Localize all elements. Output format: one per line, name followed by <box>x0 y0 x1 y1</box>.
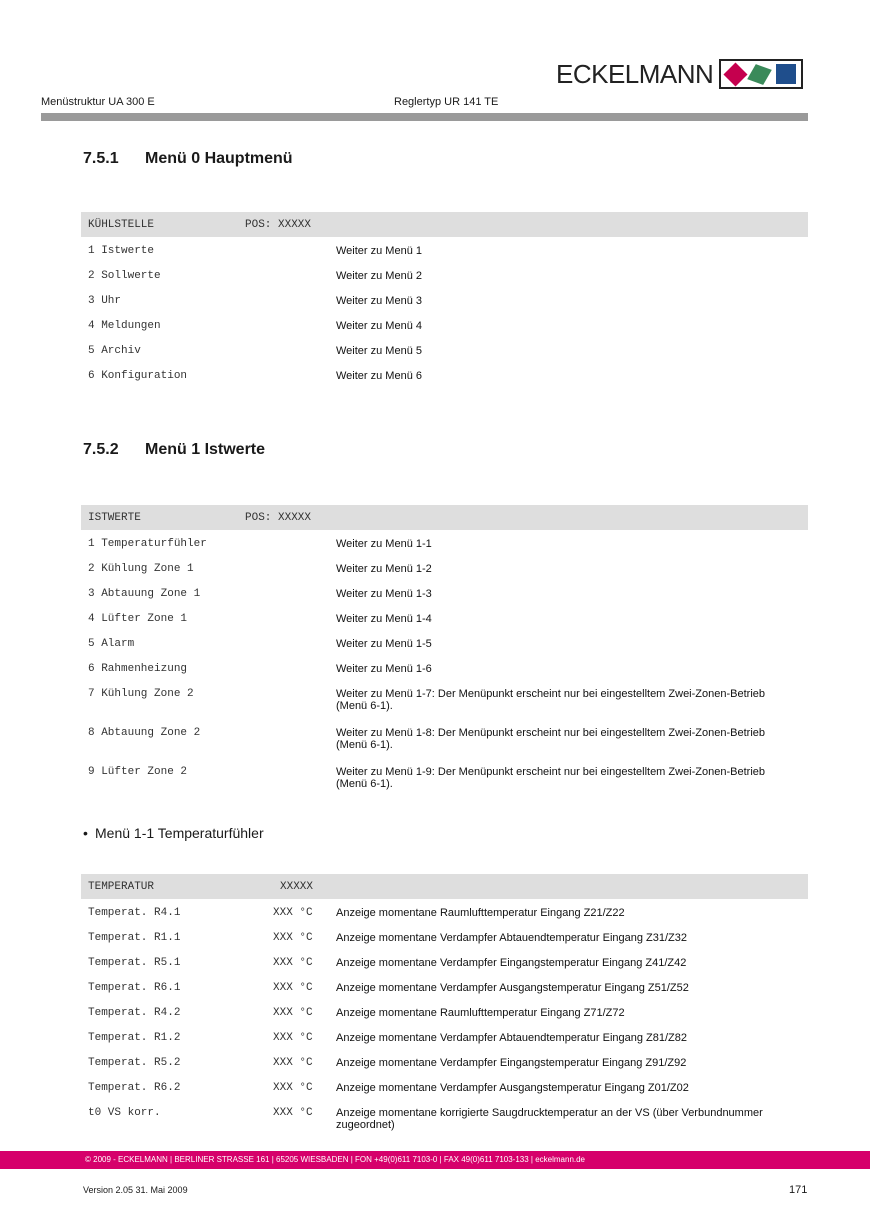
eckelmann-logo <box>556 58 803 90</box>
row-menu-item: 4 Meldungen <box>88 320 161 332</box>
row-menu-item: 5 Archiv <box>88 345 141 357</box>
row-menu-item: 4 Lüfter Zone 1 <box>88 613 188 625</box>
table-header-title: ISTWERTE <box>88 512 141 524</box>
table-row <box>81 932 808 957</box>
table-row <box>81 727 808 766</box>
row-description: Anzeige momentane Raumlufttemperatur Eingang Z71/Z72 <box>336 1007 625 1019</box>
row-description: Weiter zu Menü 1-4 <box>336 613 432 625</box>
row-description: Anzeige momentane Verdampfer Ausgangstemperatur Eingang Z01/Z02 <box>336 1082 689 1094</box>
row-menu-item: Temperat. R1.1 <box>88 932 181 944</box>
row-description: Weiter zu Menü 4 <box>336 320 423 332</box>
row-menu-item: 7 Kühlung Zone 2 <box>88 688 194 700</box>
row-value: XXX °C <box>273 907 313 919</box>
page-number: 171 <box>789 1184 808 1196</box>
table-header-title: TEMPERATUR <box>88 881 155 893</box>
row-menu-item: Temperat. R4.1 <box>88 907 181 919</box>
row-menu-item: 5 Alarm <box>88 638 135 650</box>
row-menu-item: 3 Uhr <box>88 295 122 307</box>
row-menu-item: 1 Temperaturfühler <box>88 538 207 550</box>
row-description: Weiter zu Menü 1-3 <box>336 588 432 600</box>
row-menu-item: 3 Abtauung Zone 1 <box>88 588 201 600</box>
row-description: Weiter zu Menü 6 <box>336 370 423 382</box>
table-row <box>81 907 808 932</box>
row-menu-item: 9 Lüfter Zone 2 <box>88 766 188 778</box>
row-menu-item: Temperat. R4.2 <box>88 1007 181 1019</box>
logo-squares-icon <box>719 59 803 89</box>
table-row <box>81 320 808 345</box>
table-row <box>81 370 808 395</box>
row-description: Weiter zu Menü 1-6 <box>336 663 432 675</box>
section-heading-7-5-1: 7.5.1 Menü 0 Hauptmenü <box>83 150 293 167</box>
version-text: Version 2.05 31. Mai 2009 <box>83 1185 188 1195</box>
table-row <box>81 638 808 663</box>
table-header-pos: POS: XXXXX <box>245 219 312 231</box>
row-menu-item: t0 VS korr. <box>88 1107 161 1119</box>
row-description: Anzeige momentane Verdampfer Abtauendtemperatur Eingang Z81/Z82 <box>336 1032 688 1044</box>
table-row <box>81 1007 808 1032</box>
table-row <box>81 688 808 727</box>
table-header-pos: POS: XXXXX <box>245 512 312 524</box>
row-description: Weiter zu Menü 1 <box>336 245 423 257</box>
footer-bar <box>0 1151 870 1169</box>
row-description: Weiter zu Menü 1-7: Der Menüpunkt erscheint nur bei eingestelltem Zwei-Zonen-Betrieb (Menü 6-1). <box>336 688 765 712</box>
table-row <box>81 538 808 563</box>
table-row <box>81 245 808 270</box>
table-row <box>81 563 808 588</box>
row-menu-item: 2 Sollwerte <box>88 270 161 282</box>
table-header-title: KÜHLSTELLE <box>88 219 155 231</box>
row-value: XXX °C <box>273 982 313 994</box>
row-menu-item: 8 Abtauung Zone 2 <box>88 727 201 739</box>
row-menu-item: Temperat. R5.2 <box>88 1057 181 1069</box>
bullet-heading-temperaturfuehler: • Menü 1-1 Temperaturfühler <box>83 825 264 841</box>
table-row <box>81 982 808 1007</box>
table-row <box>81 663 808 688</box>
row-description: Weiter zu Menü 1-9: Der Menüpunkt erscheint nur bei eingestelltem Zwei-Zonen-Betrieb (Menü 6-1). <box>336 766 765 790</box>
table-row <box>81 1057 808 1082</box>
row-value: XXX °C <box>273 932 313 944</box>
row-menu-item: 2 Kühlung Zone 1 <box>88 563 194 575</box>
row-description: Weiter zu Menü 5 <box>336 345 423 357</box>
table-row <box>81 588 808 613</box>
row-description: Anzeige momentane Verdampfer Eingangstemperatur Eingang Z41/Z42 <box>336 957 687 969</box>
table-row <box>81 1082 808 1107</box>
row-menu-item: Temperat. R6.1 <box>88 982 181 994</box>
menu-table-istwerte <box>81 505 808 805</box>
footer-contact-text: © 2009 - ECKELMANN | BERLINER STRASSE 161 | 65205 WIESBADEN | FON +49(0)611 7103-0 | FAX 49(0)611 7103-133 | eckelmann.de <box>85 1155 586 1164</box>
row-value: XXX °C <box>273 1007 313 1019</box>
row-description: Weiter zu Menü 3 <box>336 295 423 307</box>
row-value: XXX °C <box>273 1107 313 1119</box>
section-heading-7-5-2: 7.5.2 Menü 1 Istwerte <box>83 441 266 458</box>
row-menu-item: Temperat. R1.2 <box>88 1032 181 1044</box>
table-row <box>81 270 808 295</box>
table-row <box>81 1107 808 1137</box>
row-value: XXX °C <box>273 1057 313 1069</box>
table-header <box>81 212 808 237</box>
row-value: XXX °C <box>273 957 313 969</box>
table-header <box>81 874 808 899</box>
table-row <box>81 345 808 370</box>
row-menu-item: Temperat. R6.2 <box>88 1082 181 1094</box>
row-value: XXX °C <box>273 1032 313 1044</box>
row-description: Weiter zu Menü 1-1 <box>336 538 432 550</box>
header-middle-text: Reglertyp UR 141 TE <box>394 96 499 108</box>
row-description: Anzeige momentane Verdampfer Eingangstemperatur Eingang Z91/Z92 <box>336 1057 687 1069</box>
table-row <box>81 957 808 982</box>
row-menu-item: 1 Istwerte <box>88 245 155 257</box>
logo-text: ECKELMANN <box>556 59 714 89</box>
table-row <box>81 295 808 320</box>
row-description: Anzeige momentane korrigierte Saugdrucktemperatur an der VS (über Verbundnummer zugeordnet) <box>336 1107 763 1131</box>
row-description: Anzeige momentane Verdampfer Ausgangstemperatur Eingang Z51/Z52 <box>336 982 689 994</box>
table-header <box>81 505 808 530</box>
row-menu-item: 6 Rahmenheizung <box>88 663 188 675</box>
menu-table-hauptmenue <box>81 212 808 395</box>
table-row <box>81 1032 808 1057</box>
table-row <box>81 613 808 638</box>
row-description: Weiter zu Menü 1-2 <box>336 563 432 575</box>
row-description: Weiter zu Menü 1-5 <box>336 638 432 650</box>
row-menu-item: Temperat. R5.1 <box>88 957 181 969</box>
header-divider <box>41 113 808 121</box>
row-description: Anzeige momentane Raumlufttemperatur Eingang Z21/Z22 <box>336 907 625 919</box>
menu-table-temperatur <box>81 874 808 1137</box>
row-value: XXX °C <box>273 1082 313 1094</box>
row-description: Weiter zu Menü 2 <box>336 270 423 282</box>
row-description: Anzeige momentane Verdampfer Abtauendtemperatur Eingang Z31/Z32 <box>336 932 688 944</box>
header-left-text: Menüstruktur UA 300 E <box>41 96 155 108</box>
table-row <box>81 766 808 805</box>
table-header-pos: XXXXX <box>280 881 314 893</box>
row-menu-item: 6 Konfiguration <box>88 370 188 382</box>
row-description: Weiter zu Menü 1-8: Der Menüpunkt erscheint nur bei eingestelltem Zwei-Zonen-Betrieb (Menü 6-1). <box>336 727 765 751</box>
